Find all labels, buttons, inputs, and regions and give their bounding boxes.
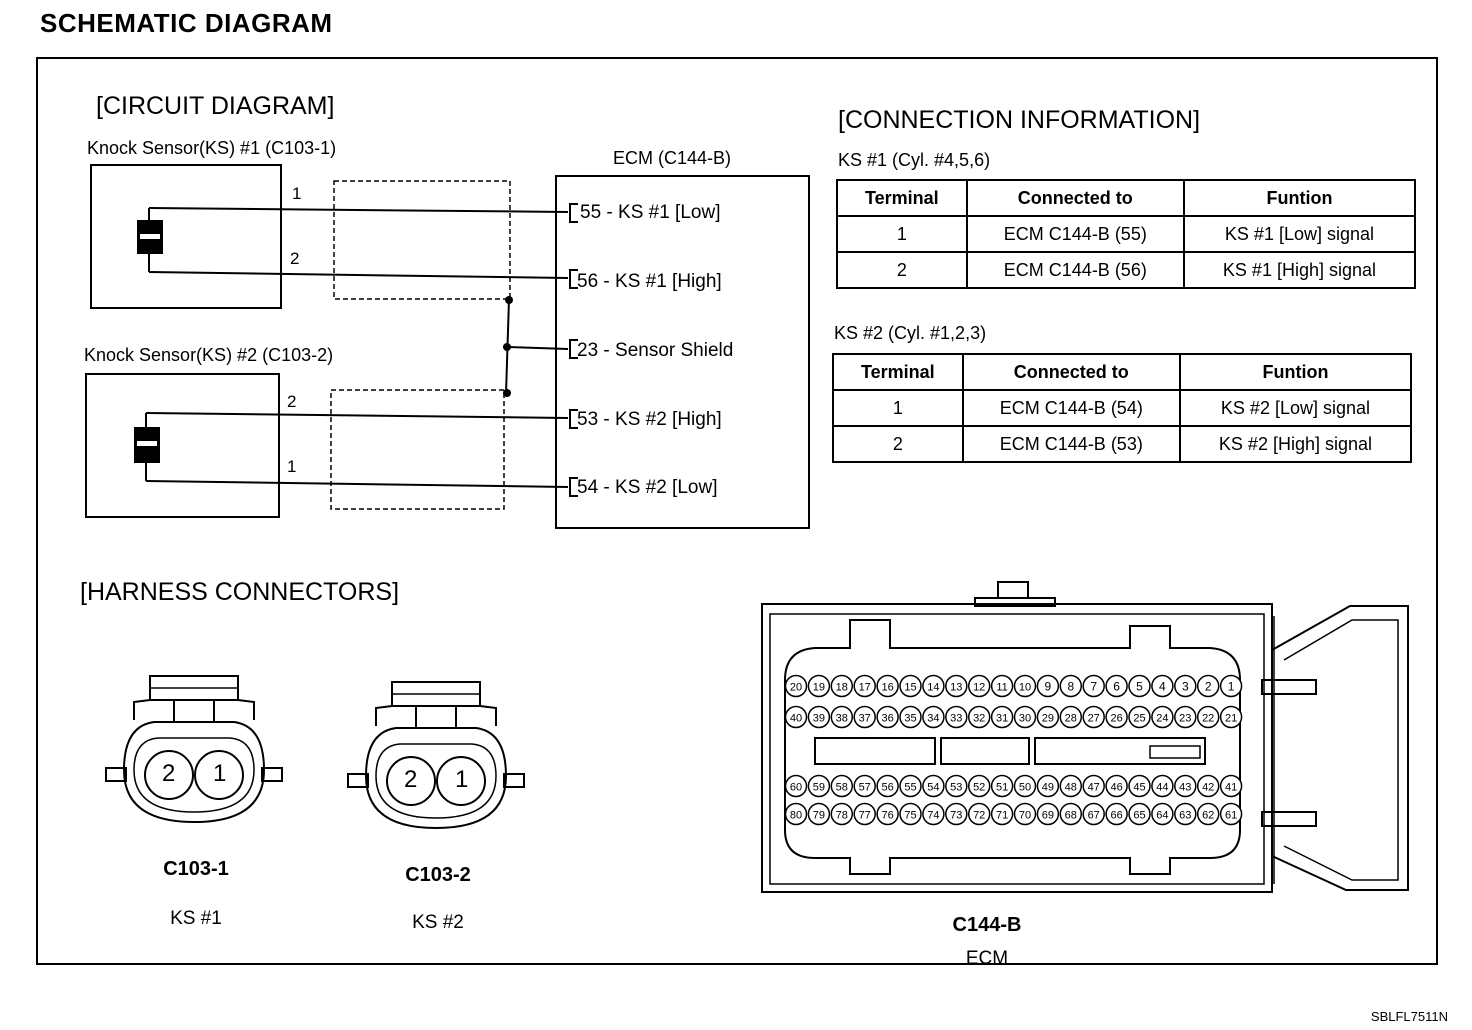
table-cell: 2	[837, 252, 967, 288]
ecm-pin-number: 12	[973, 681, 986, 694]
ecm-pin-number: 7	[1090, 679, 1098, 694]
ecm-pin-number: 1	[1227, 679, 1235, 694]
ecm-pin-label: 56 - KS #1 [High]	[577, 271, 722, 292]
ecm-pin-number: 65	[1133, 809, 1146, 822]
c144-b-connector	[762, 582, 1408, 892]
ecm-pin-number: 21	[1224, 712, 1238, 725]
ecm-pin-number: 8	[1067, 679, 1075, 694]
ecm-pin-number: 48	[1064, 781, 1077, 794]
ecm-pin-number: 74	[927, 809, 940, 822]
table-cell: 2	[833, 426, 963, 462]
ecm-pin-number: 45	[1133, 781, 1146, 794]
connector-name-c103-2: C103-2	[405, 864, 471, 886]
ecm-pin-number: 70	[1018, 809, 1032, 822]
ecm-pin-number: 11	[996, 681, 1008, 694]
ks1-pin-label: 1	[292, 184, 302, 203]
ecm-pin-number: 33	[950, 712, 963, 725]
ecm-pin-number: 50	[1018, 781, 1032, 794]
connection-heading: [CONNECTION INFORMATION]	[838, 106, 1201, 134]
ecm-pin-number: 67	[1087, 809, 1100, 822]
ecm-pin-number: 34	[927, 712, 940, 725]
ecm-pin-number: 29	[1041, 712, 1055, 725]
ecm-pin-number: 43	[1179, 781, 1192, 794]
ecm-pin-number: 28	[1064, 712, 1077, 725]
col-header: Terminal	[833, 354, 963, 390]
ecm-pin-number: 54	[927, 781, 940, 794]
col-header: Terminal	[837, 180, 967, 216]
ecm-pin-number: 68	[1064, 809, 1077, 822]
ks1-pin-label: 2	[290, 249, 300, 268]
ecm-pin-number: 6	[1113, 679, 1120, 694]
ecm-pin-number: 3	[1181, 679, 1189, 694]
ecm-pin-number: 46	[1110, 781, 1123, 794]
ecm-pin-number: 55	[904, 781, 917, 794]
ecm-pin-number: 77	[858, 809, 871, 822]
ecm-pin-number: 9	[1044, 679, 1052, 694]
ecm-pin-number: 20	[789, 681, 803, 694]
ecm-pin-number: 39	[812, 712, 826, 725]
ecm-pin-number: 36	[881, 712, 894, 725]
col-header: Funtion	[1184, 180, 1415, 216]
ecm-pin-number: 10	[1018, 681, 1032, 694]
ks2-table-caption: KS #2 (Cyl. #1,2,3)	[834, 323, 987, 343]
drawing-code: SBLFL7511N	[1370, 1009, 1448, 1024]
ecm-pin-number: 22	[1202, 712, 1215, 725]
ecm-pin-number: 35	[904, 712, 917, 725]
circuit-heading: [CIRCUIT DIAGRAM]	[96, 92, 335, 120]
ecm-pin-label: 23 - Sensor Shield	[577, 340, 734, 361]
connector-pin-number: 2	[404, 766, 418, 793]
connector-pin-number: 2	[162, 760, 176, 787]
ecm-pin-grid	[786, 676, 1242, 825]
ecm-pin-number: 44	[1156, 781, 1169, 794]
ecm-pin-number: 5	[1136, 679, 1143, 694]
ecm-pin-number: 69	[1041, 809, 1055, 822]
ecm-pin-number: 27	[1087, 712, 1100, 725]
ecm-pin-number: 31	[995, 712, 1009, 725]
col-header: Funtion	[1180, 354, 1411, 390]
table-cell: 1	[837, 216, 967, 252]
connector-sub-ks1: KS #1	[170, 908, 222, 929]
ecm-pin-number: 4	[1159, 679, 1166, 694]
ecm-pin-number: 13	[950, 681, 963, 694]
ecm-pin-number: 73	[950, 809, 963, 822]
ks2-label: Knock Sensor(KS) #2 (C103-2)	[84, 345, 334, 365]
ecm-pin-number: 38	[835, 712, 848, 725]
ecm-pin-number: 30	[1018, 712, 1032, 725]
table-cell: KS #1 [High] signal	[1184, 252, 1415, 288]
ecm-pin-number: 62	[1202, 809, 1215, 822]
ecm-pin-number: 56	[881, 781, 894, 794]
ecm-pin-number: 57	[858, 781, 871, 794]
ecm-pin-number: 2	[1204, 679, 1212, 694]
connector-name-c103-1: C103-1	[163, 858, 229, 880]
harness-heading: [HARNESS CONNECTORS]	[80, 578, 400, 606]
ecm-pin-number: 60	[789, 781, 803, 794]
connector-sub-ecm: ECM	[965, 948, 1009, 969]
ecm-pin-number: 25	[1133, 712, 1146, 725]
table-cell: ECM C144-B (53)	[963, 426, 1180, 462]
ecm-pin-number: 42	[1202, 781, 1215, 794]
table-cell: KS #2 [Low] signal	[1180, 390, 1411, 426]
ecm-pin-label: 53 - KS #2 [High]	[577, 409, 722, 430]
ecm-pin-number: 58	[835, 781, 848, 794]
ecm-pin-number: 66	[1110, 809, 1123, 822]
ecm-pin-label: 54 - KS #2 [Low]	[577, 477, 718, 498]
ecm-pin-number: 79	[812, 809, 826, 822]
ks2-pin-label: 2	[287, 392, 297, 411]
ecm-pin-number: 17	[858, 681, 871, 694]
ecm-pin-number: 76	[881, 809, 894, 822]
ecm-pin-number: 75	[904, 809, 917, 822]
ecm-pin-number: 53	[950, 781, 963, 794]
ecm-label: ECM (C144-B)	[613, 148, 732, 168]
table-cell: KS #2 [High] signal	[1180, 426, 1411, 462]
connector-pin-number: 1	[455, 766, 469, 793]
ecm-pin-number: 23	[1179, 712, 1192, 725]
connector-pin-number: 1	[213, 760, 227, 787]
ecm-pin-number: 61	[1224, 809, 1238, 822]
ecm-pin-number: 24	[1156, 712, 1169, 725]
ecm-pin-number: 37	[858, 712, 871, 725]
table-cell: ECM C144-B (56)	[967, 252, 1184, 288]
ks1-label: Knock Sensor(KS) #1 (C103-1)	[87, 138, 337, 158]
ecm-pin-number: 19	[812, 681, 826, 694]
ecm-pin-number: 26	[1110, 712, 1123, 725]
table-cell: KS #1 [Low] signal	[1184, 216, 1415, 252]
ecm-pin-number: 47	[1087, 781, 1100, 794]
ecm-pin-number: 63	[1179, 809, 1192, 822]
ks1-table-caption: KS #1 (Cyl. #4,5,6)	[838, 150, 991, 170]
ecm-pin-number: 16	[881, 681, 894, 694]
ecm-pin-number: 72	[973, 809, 986, 822]
ecm-pin-number: 71	[995, 809, 1009, 822]
ecm-pin-number: 18	[835, 681, 848, 694]
ecm-pin-number: 78	[835, 809, 848, 822]
table-cell: ECM C144-B (54)	[963, 390, 1180, 426]
ecm-pin-number: 64	[1156, 809, 1169, 822]
col-header: Connected to	[967, 180, 1184, 216]
ecm-pin-label: 55 - KS #1 [Low]	[580, 202, 721, 223]
ecm-pin-number: 40	[789, 712, 803, 725]
table-cell: ECM C144-B (55)	[967, 216, 1184, 252]
ecm-pin-number: 15	[904, 681, 917, 694]
page-title: SCHEMATIC DIAGRAM	[40, 8, 333, 38]
ecm-pin-number: 59	[812, 781, 826, 794]
c103-2-connector	[348, 682, 524, 828]
connector-sub-ks2: KS #2	[412, 912, 464, 933]
table-cell: 1	[833, 390, 963, 426]
connector-name-c144-b: C144-B	[952, 914, 1022, 936]
ecm-pin-number: 80	[789, 809, 803, 822]
ecm-pin-number: 14	[927, 681, 940, 694]
c103-1-connector	[106, 676, 282, 822]
ecm-pin-number: 51	[995, 781, 1009, 794]
ecm-pin-number: 41	[1224, 781, 1238, 794]
ecm-pin-number: 49	[1041, 781, 1055, 794]
ks2-pin-label: 1	[287, 457, 297, 476]
col-header: Connected to	[963, 354, 1180, 390]
ecm-pin-number: 32	[973, 712, 986, 725]
ecm-pin-number: 52	[973, 781, 986, 794]
